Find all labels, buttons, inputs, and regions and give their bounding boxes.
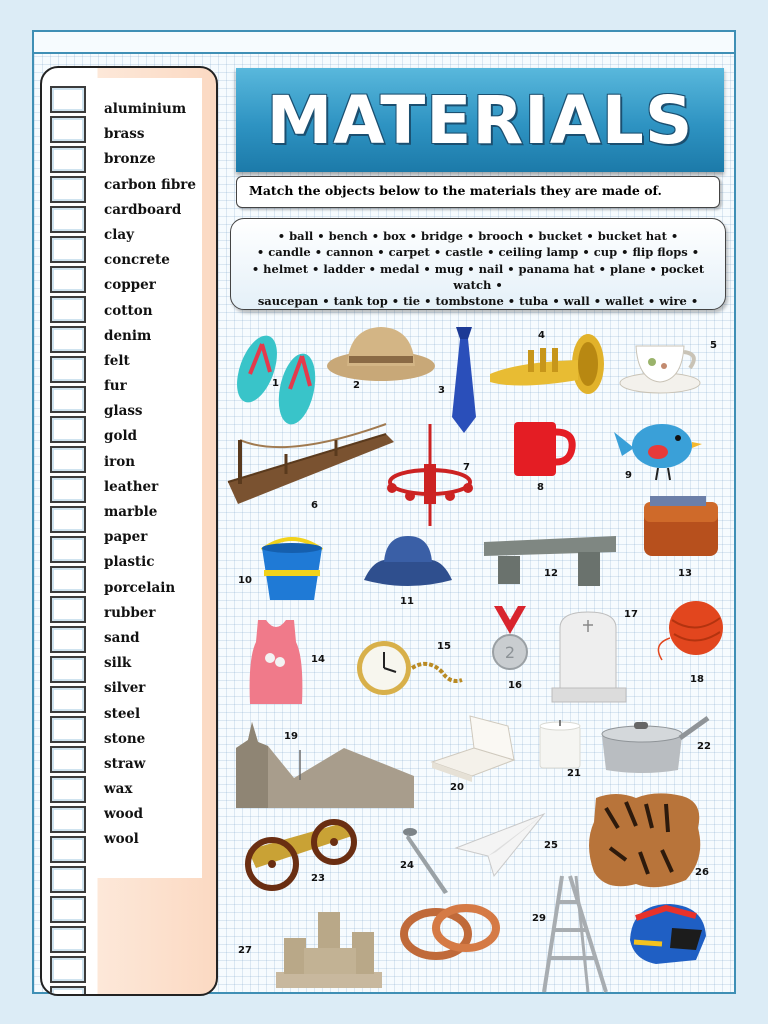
answer-box[interactable] <box>50 86 86 113</box>
instruction-text: Match the objects below to the materials they are made of. <box>249 183 662 198</box>
answer-box[interactable] <box>50 896 86 923</box>
bucket-picture <box>256 534 328 604</box>
item-number: 25 <box>544 840 558 851</box>
item-number: 29 <box>532 913 546 924</box>
copper-wire-picture <box>400 904 500 960</box>
answer-box[interactable] <box>50 686 86 713</box>
answer-box[interactable] <box>50 146 86 173</box>
medal-picture <box>488 604 532 672</box>
item-number: 14 <box>311 654 325 665</box>
material-word: denim <box>104 327 152 344</box>
item-number: 17 <box>624 609 638 620</box>
answer-boxes <box>50 86 88 996</box>
item-number: 9 <box>625 470 632 481</box>
material-word: wool <box>104 831 139 848</box>
item-number: 10 <box>238 575 252 586</box>
answer-box[interactable] <box>50 656 86 683</box>
item-number: 26 <box>695 867 709 878</box>
material-word: sand <box>104 629 140 646</box>
instruction-box <box>236 176 720 208</box>
answer-box[interactable] <box>50 266 86 293</box>
sand-castle-picture <box>274 908 384 990</box>
material-word: carbon fibre <box>104 176 196 193</box>
item-number: 27 <box>238 945 252 956</box>
item-number: 3 <box>438 385 445 396</box>
svg-text:2: 2 <box>504 643 516 662</box>
ceiling-lamp-picture <box>382 424 478 528</box>
answer-box[interactable] <box>50 326 86 353</box>
pizza-box-picture <box>430 714 516 784</box>
wallet-picture <box>642 494 722 560</box>
answer-box[interactable] <box>50 716 86 743</box>
material-word: glass <box>104 403 143 420</box>
answer-box[interactable] <box>50 296 86 323</box>
answer-box[interactable] <box>50 416 86 443</box>
item-number: 2 <box>353 380 360 391</box>
item-number: 23 <box>311 873 325 884</box>
item-number: 7 <box>463 462 470 473</box>
tuba-picture <box>488 332 608 404</box>
material-word: leather <box>104 478 159 495</box>
item-number: 11 <box>400 596 414 607</box>
material-word: cotton <box>104 302 153 319</box>
item-number: 1 <box>272 378 279 389</box>
wall-picture <box>234 718 414 810</box>
material-word: brass <box>104 126 145 143</box>
item-number: 18 <box>690 674 704 685</box>
item-number: 21 <box>567 768 581 779</box>
material-word: felt <box>104 352 130 369</box>
word-bank-line: • helmet • ladder • medal • mug • nail • panama hat • plane • pocket watch • <box>251 261 705 292</box>
material-word: stone <box>104 730 146 747</box>
paper-plane-picture <box>454 812 546 878</box>
answer-box[interactable] <box>50 506 86 533</box>
candle-picture <box>538 720 582 770</box>
answer-box[interactable] <box>50 206 86 233</box>
top-band <box>34 32 734 54</box>
item-number: 20 <box>450 782 464 793</box>
answer-box[interactable] <box>50 956 86 983</box>
item-number: 8 <box>537 482 544 493</box>
material-word: wood <box>104 806 144 823</box>
mug-picture <box>510 418 578 480</box>
answer-box[interactable] <box>50 476 86 503</box>
word-bank-line: • ball • bench • box • bridge • brooch • bucket • bucket hat • <box>277 229 679 243</box>
page-title: MATERIALS <box>266 81 694 159</box>
answer-box[interactable] <box>50 806 86 833</box>
item-number: 24 <box>400 860 414 871</box>
answer-box[interactable] <box>50 746 86 773</box>
panama-hat-picture <box>325 322 437 384</box>
flip-flops-picture <box>232 334 327 429</box>
word-bank-line: • candle • cannon • carpet • castle • ceiling lamp • cup • flip flops • <box>256 245 700 260</box>
material-word: concrete <box>104 252 170 269</box>
materials-list <box>104 97 196 853</box>
item-number: 22 <box>697 741 711 752</box>
material-word: rubber <box>104 604 156 621</box>
item-number: 12 <box>544 568 558 579</box>
answer-box[interactable] <box>50 356 86 383</box>
item-number: 13 <box>678 568 692 579</box>
bucket-hat-picture <box>362 532 454 590</box>
material-word: wax <box>104 781 133 798</box>
material-word: gold <box>104 428 138 445</box>
tombstone-picture <box>550 610 628 704</box>
material-word: cardboard <box>104 201 182 218</box>
answer-box[interactable] <box>50 986 86 996</box>
answer-box[interactable] <box>50 836 86 863</box>
material-word: porcelain <box>104 579 176 596</box>
material-word: copper <box>104 277 156 294</box>
answer-box[interactable] <box>50 116 86 143</box>
title-banner <box>236 68 724 172</box>
bench-picture <box>482 534 618 590</box>
wool-ball-picture <box>648 600 728 668</box>
answer-box[interactable] <box>50 536 86 563</box>
cup-picture <box>618 338 708 396</box>
tie-picture <box>448 325 480 435</box>
answer-box[interactable] <box>50 176 86 203</box>
material-word: steel <box>104 705 141 722</box>
material-word: clay <box>104 226 134 243</box>
cannon-picture <box>234 810 360 892</box>
bridge-picture <box>226 420 398 508</box>
material-word: paper <box>104 529 148 546</box>
materials-panel <box>40 66 218 996</box>
material-word: iron <box>104 453 136 470</box>
answer-box[interactable] <box>50 866 86 893</box>
answer-box[interactable] <box>50 446 86 473</box>
material-word: straw <box>104 755 146 772</box>
saucepan-picture <box>598 714 710 776</box>
item-number: 6 <box>311 500 318 511</box>
material-word: marble <box>104 504 158 520</box>
item-number: 4 <box>538 330 545 341</box>
item-number: 15 <box>437 641 451 652</box>
material-word: fur <box>104 378 127 395</box>
material-word: silver <box>104 680 146 697</box>
material-word: silk <box>104 655 132 672</box>
ladder-picture <box>540 872 610 996</box>
answer-box[interactable] <box>50 386 86 413</box>
item-number: 16 <box>508 680 522 691</box>
answer-box[interactable] <box>50 626 86 653</box>
word-bank <box>230 218 726 310</box>
material-word: aluminium <box>104 101 187 117</box>
answer-box[interactable] <box>50 596 86 623</box>
answer-box[interactable] <box>50 566 86 593</box>
material-word: bronze <box>104 151 156 168</box>
item-number: 19 <box>284 731 298 742</box>
item-number: 5 <box>710 340 717 351</box>
answer-box[interactable] <box>50 776 86 803</box>
word-bank-line: saucepan • tank top • tie • tombstone • tuba • wall • wallet • wire • <box>257 294 699 309</box>
answer-box[interactable] <box>50 236 86 263</box>
material-word: plastic <box>104 554 155 571</box>
tank-top-picture <box>246 618 306 706</box>
helmet-picture <box>626 900 708 968</box>
answer-box[interactable] <box>50 926 86 953</box>
